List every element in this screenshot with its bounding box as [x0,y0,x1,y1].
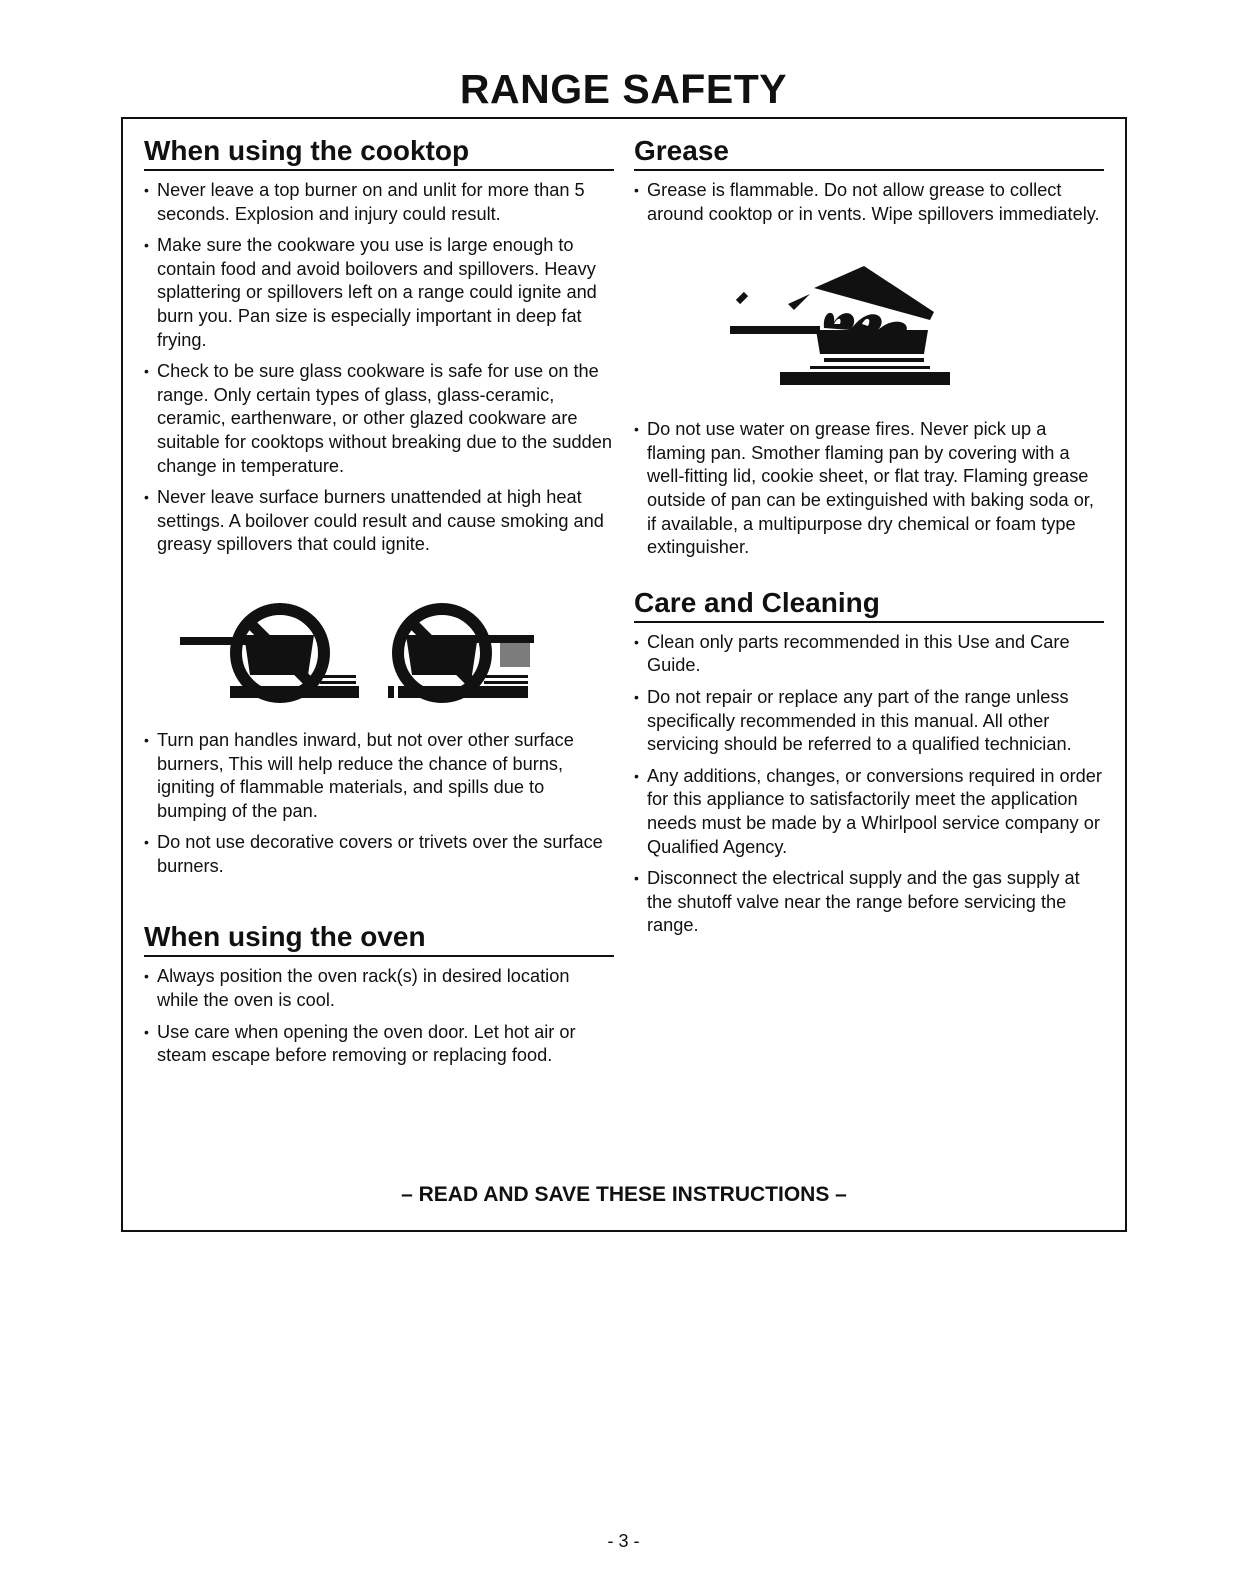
cooktop-bullet: • Check to be sure glass cookware is safe for use on the range. Only certain types of glass, glass-ceramic, ceramic, earthenware, or other glazed cookware are suitable for cooktops without breaking due to the sudden change in temperature. [144,360,614,478]
cooktop-bullet: • Never leave surface burners unattended at high heat settings. A boilover could result and cause smoking and greasy spillovers that could ignite. [144,486,614,557]
care-list [634,631,1104,938]
grease-list-top [634,179,1104,226]
cooktop-list-bottom [144,729,614,879]
prohibited-pan-right-icon [388,609,534,698]
care-bullet: • Do not repair or replace any part of the range unless specifically recommended in this manual. All other servicing should be referred to a qualified technician. [634,686,1104,757]
grease-bullet: • Do not use water on grease fires. Never pick up a flaming pan. Smother flaming pan by covering with a well-fitting lid, cookie sheet, or flat tray. Flaming grease outside of pan can be extinguished with baking soda or, if available, a multipurpose dry chemical or foam type extinguisher. [634,418,1104,560]
oven-bullet: • Always position the oven rack(s) in desired location while the oven is cool. [144,965,614,1012]
grease-list-bottom [634,418,1104,560]
care-bullet: • Clean only parts recommended in this Use and Care Guide. [634,631,1104,678]
oven-bullet: • Use care when opening the oven door. Let hot air or steam escape before removing or replacing food. [144,1021,614,1068]
care-bullet: • Any additions, changes, or conversions required in order for this appliance to satisfactorily meet the application needs must be made by a Whirlpool service company or Qualified Agency. [634,765,1104,859]
left-column [144,134,614,1068]
oven-list [144,965,614,1067]
cooktop-bullet: • Make sure the cookware you use is large enough to contain food and avoid boilovers and spillovers. Heavy splattering or spillovers left on a range could ignite and burn you. Pan size is especially important in deep fat frying. [144,234,614,352]
page-title: RANGE SAFETY [459,66,788,112]
grease-heading: Grease [634,134,1104,171]
cooktop-heading: When using the cooktop [144,134,614,171]
smother-flaming-pan-illustration [634,258,1104,408]
no-overhang-pan-illustration [144,579,614,709]
oven-heading: When using the oven [144,920,614,957]
right-column [634,134,1104,938]
read-and-save-notice: – READ AND SAVE THESE INSTRUCTIONS – [401,1183,847,1206]
prohibited-pan-left-icon [180,609,359,698]
grease-bullet: • Grease is flammable. Do not allow grease to collect around cooktop or in vents. Wipe spillovers immediately. [634,179,1104,226]
care-bullet: • Disconnect the electrical supply and the gas supply at the shutoff valve near the range before servicing the range. [634,867,1104,938]
page-number: - 3 - [607,1531,640,1551]
cooktop-bullet: • Turn pan handles inward, but not over other surface burners, This will help reduce the chance of burns, igniting of flammable materials, and spills due to bumping of the pan. [144,729,614,823]
cooktop-list-top [144,179,614,557]
care-heading: Care and Cleaning [634,586,1104,623]
cooktop-bullet: • Never leave a top burner on and unlit for more than 5 seconds. Explosion and injury could result. [144,179,614,226]
cooktop-bullet: • Do not use decorative covers or trivets over the surface burners. [144,831,614,878]
